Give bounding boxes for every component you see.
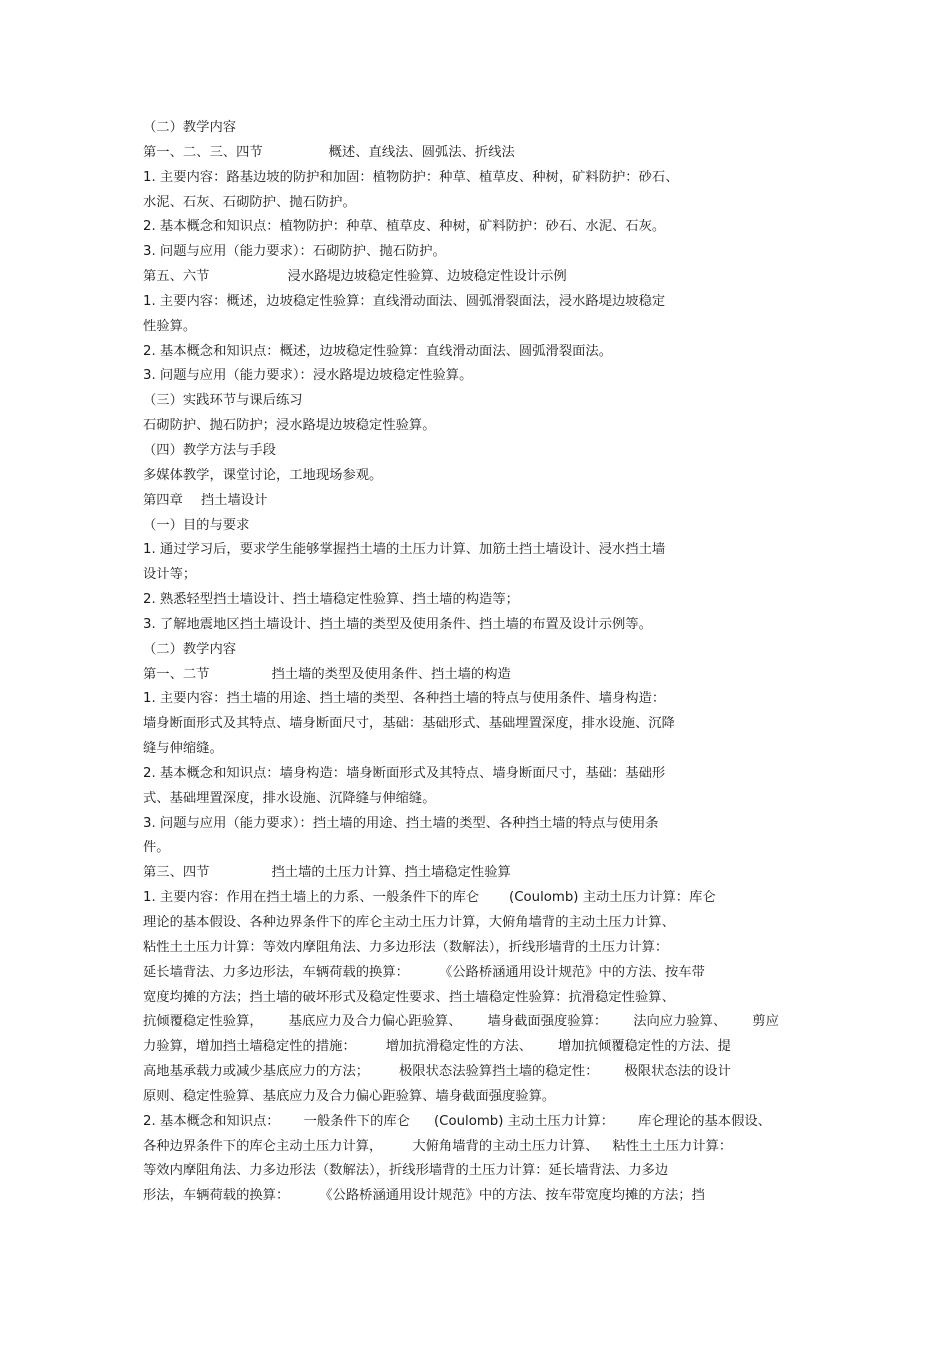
section-heading: （一）目的与要求: [143, 517, 250, 533]
paragraph-line: 延长墙背法、力多边形法，车辆荷载的换算： 《公路桥涵通用设计规范》中的方法、按车带: [143, 964, 705, 980]
paragraph-line: 1. 主要内容：概述，边坡稳定性验算：直线滑动面法、圆弧滑裂面法，浸水路堤边坡稳定: [143, 293, 666, 309]
paragraph-line: 3. 问题与应用（能力要求）：浸水路堤边坡稳定性验算。: [143, 368, 473, 384]
paragraph-line: 抗倾覆稳定性验算， 基底应力及合力偏心距验算、 墙身截面强度验算： 法向应力验算、 剪应: [143, 1014, 779, 1030]
paragraph-line: 3. 问题与应用（能力要求）：挡土墙的用途、挡土墙的类型、各种挡土墙的特点与使用条: [143, 815, 659, 831]
paragraph-line: 2. 熟悉轻型挡土墙设计、挡土墙稳定性验算、挡土墙的构造等；: [143, 592, 519, 608]
paragraph-line: 等效内摩阻角法、力多边形法（数解法），折线形墙背的土压力计算：延长墙背法、力多边: [143, 1163, 669, 1179]
section-heading: 第五、六节 浸水路堤边坡稳定性验算、边坡稳定性设计示例: [143, 269, 567, 285]
paragraph-line: 1. 通过学习后，要求学生能够掌握挡土墙的土压力计算、加筋土挡土墙设计、浸水挡土墙: [143, 542, 666, 558]
paragraph-line: 水泥、石灰、石砌防护、抛石防护。: [143, 194, 356, 210]
section-heading: 第一、二、三、四节 概述、直线法、圆弧法、折线法: [143, 144, 515, 160]
chapter-heading: 第四章 挡土墙设计: [143, 492, 268, 508]
paragraph-line: 1. 主要内容：路基边坡的防护和加固：植物防护：种草、植草皮、种树，矿料防护：砂石、: [143, 169, 679, 185]
paragraph-line: 粘性土土压力计算：等效内摩阻角法、力多边形法（数解法），折线形墙背的土压力计算：: [143, 939, 669, 955]
paragraph-line: 石砌防护、抛石防护；浸水路堤边坡稳定性验算。: [143, 418, 436, 434]
paragraph-line: 1. 主要内容：挡土墙的用途、挡土墙的类型、各种挡土墙的特点与使用条件、墙身构造：: [143, 691, 666, 707]
paragraph-line: 2. 基本概念和知识点：概述，边坡稳定性验算：直线滑动面法、圆弧滑裂面法。: [143, 343, 613, 359]
paragraph-line: 件。: [143, 840, 170, 856]
section-heading: （二）教学内容: [143, 120, 237, 135]
paragraph-line: 2. 基本概念和知识点：墙身构造：墙身断面形式及其特点、墙身断面尺寸，基础：基础形: [143, 765, 666, 781]
section-heading: 第三、四节 挡土墙的土压力计算、挡土墙稳定性验算: [143, 865, 511, 881]
section-heading: （二）教学内容: [143, 641, 237, 657]
section-heading: （四）教学方法与手段: [143, 442, 276, 458]
paragraph-line: 多媒体教学，课堂讨论，工地现场参观。: [143, 467, 383, 483]
document-body: [143, 116, 811, 1209]
paragraph-line: 设计等；: [143, 567, 197, 583]
paragraph-line: 3. 问题与应用（能力要求）：石砌防护、抛石防护。: [143, 244, 446, 260]
paragraph-line: 理论的基本假设、各种边界条件下的库仑主动土压力计算，大俯角墙背的主动土压力计算、: [143, 915, 675, 930]
paragraph-line: 1. 主要内容：作用在挡土墙上的力系、一般条件下的库仑 (Coulomb) 主动土压力计算：库仑: [143, 890, 716, 906]
paragraph-line: 2. 基本概念和知识点：植物防护：种草、植草皮、种树，矿料防护：砂石、水泥、石灰。: [143, 219, 666, 235]
paragraph-line: 各种边界条件下的库仑主动土压力计算， 大俯角墙背的主动土压力计算、 粘性土土压力计算：: [143, 1138, 733, 1154]
paragraph-line: 宽度均摊的方法；挡土墙的破坏形式及稳定性要求、挡土墙稳定性验算：抗滑稳定性验算、: [143, 989, 675, 1005]
paragraph-line: 式、基础埋置深度，排水设施、沉降缝与伸缩缝。: [143, 790, 436, 806]
paragraph-line: 2. 基本概念和知识点： 一般条件下的库仑 (Coulomb) 主动土压力计算： 库仑理论的基本假设、: [143, 1113, 771, 1129]
paragraph-line: 原则、稳定性验算、基底应力及合力偏心距验算、墙身截面强度验算。: [143, 1088, 556, 1104]
paragraph-line: 力验算，增加挡土墙稳定性的措施： 增加抗滑稳定性的方法、 增加抗倾覆稳定性的方法、提: [143, 1039, 731, 1055]
paragraph-line: 性验算。: [143, 318, 197, 334]
section-heading: 第一、二节 挡土墙的类型及使用条件、挡土墙的构造: [143, 666, 511, 682]
section-heading: （三）实践环节与课后练习: [143, 393, 303, 409]
paragraph-line: 高地基承载力或减少基底应力的方法； 极限状态法验算挡土墙的稳定性： 极限状态法的设计: [143, 1064, 731, 1080]
paragraph-line: 墙身断面形式及其特点、墙身断面尺寸，基础：基础形式、基础埋置深度，排水设施、沉降: [143, 716, 675, 732]
paragraph-line: 形法，车辆荷载的换算： 《公路桥涵通用设计规范》中的方法、按车带宽度均摊的方法；挡: [143, 1188, 705, 1204]
paragraph-line: 3. 了解地震地区挡土墙设计、挡土墙的类型及使用条件、挡土墙的布置及设计示例等。: [143, 616, 652, 632]
paragraph-line: 缝与伸缩缝。: [143, 741, 223, 757]
